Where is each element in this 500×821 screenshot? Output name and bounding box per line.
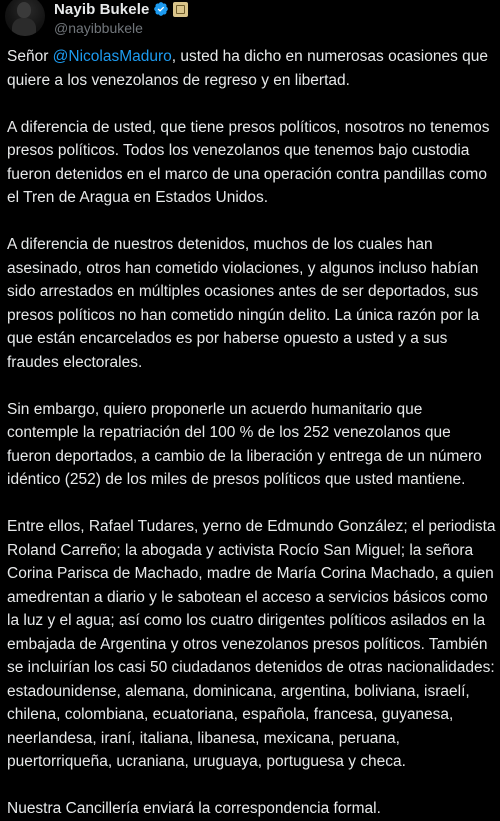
tweet-paragraph-2: A diferencia de usted, que tiene presos políticos, nosotros no tenemos presos políticos. Todos los venezolanos que tenemos bajo custodia fueron detenidos en el marco de una operación contra pandillas como el Tren de Aragua en Estados Unidos. [7,118,490,206]
tweet-paragraph-5: Entre ellos, Rafael Tudares, yerno de Edmundo González; el periodista Roland Carreño; la abogada y activista Rocío San Miguel; la señora Corina Parisca de Machado, madre de María Corina Machado, a quien amedrentan a diario y le sabotean el acceso a servicios básicos como la luz y el agua; así como los cuatro dirigentes políticos asilados en la embajada de Argentina y otros venezolanos presos políticos. También se incluirían los casi 50 ciudadanos detenidos de otras nacionalidades: estadounidense, alemana, dominicana, argentina, boliviana, israelí, chilena, colombiana, ecuatoriana, española, francesa, guyanesa, neerlandesa, iraní, italiana, libanesa, mexicana, peruana, puertorriqueña, ucraniana, uruguaya, portuguesa y checa. [7,518,496,770]
avatar[interactable] [5,0,45,36]
tweet-paragraph-3: A diferencia de nuestros detenidos, muchos de los cuales han asesinado, otros han cometido violaciones, y algunos incluso habían sido arrestados en múltiples ocasiones antes de ser deportados, sus presos políticos no han cometido ningún delito. La única razón por la que están encarcelados es por haberse opuesto a usted y a sus fraudes electorales. [7,236,480,371]
tweet-text [7,45,497,821]
paragraph-1-start: Señor [7,48,53,65]
avatar-body [12,18,36,36]
author-name-row [54,0,188,18]
avatar-head [17,2,31,18]
tweet-paragraph-6: Nuestra Cancillería enviará la correspondencia formal. [7,800,381,817]
tweet-header [7,0,488,44]
paragraph-1-end: , usted ha dicho en numerosas ocasiones que quiere a los venezolanos de regreso y en libertad. [7,48,489,89]
author-block [54,0,188,37]
tweet-paragraph-1 [7,45,497,92]
author-display-name[interactable]: Nayib Bukele [54,0,150,18]
mention-link-nicolasmaduro[interactable]: @NicolasMaduro [52,48,172,65]
verified-checkmark-icon[interactable] [153,1,169,17]
tweet-paragraph-4: Sin embargo, quiero proponerle un acuerdo humanitario que contemple la repatriación del 100 % de los 252 venezolanos que fueron deportados, a cambio de la liberación y entrega de un número idéntico (252) de los miles de presos políticos que usted mantiene. [7,400,482,488]
government-affiliation-badge-icon[interactable] [173,2,188,17]
author-handle[interactable]: @nayibbukele [54,20,143,36]
